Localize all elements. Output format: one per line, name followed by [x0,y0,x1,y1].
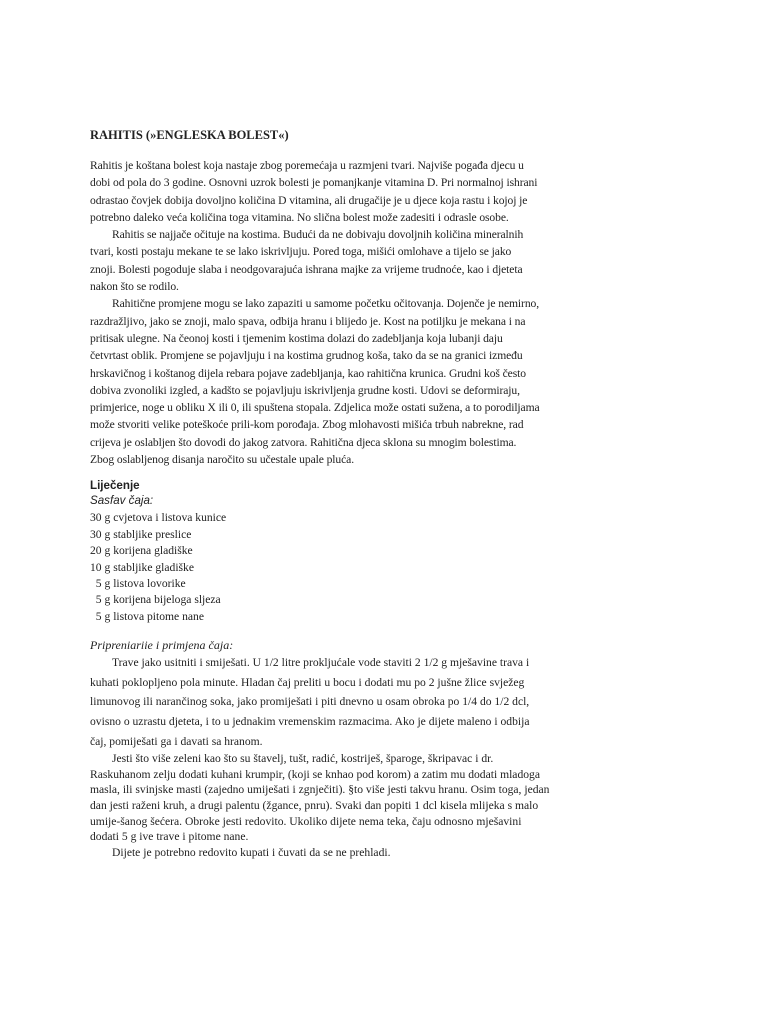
text-line: razdražljivo, jako se znoji, malo spava, odbija hranu i blijedo je. Kost na potiljku je mekana i na [90,314,526,328]
ingredient-item: 30 g stabljike preslice [90,527,192,541]
intro-paragraph [90,157,590,226]
ingredient-list [90,510,590,625]
text-line: Dijete je potrebno redovito kupati i čuvati da se ne prehladi. [112,845,391,859]
ingredient-item: 5 g listova pitome nane [90,609,204,623]
treatment-heading: Liječenje [90,479,140,493]
diet-paragraph [90,751,590,860]
text-line: masla, ili svinjske masti (zajedno umiješati i zgnječiti). §to više jesti takvu hranu. Osim toga, jedan [90,783,550,797]
text-line: Zbog oslabljenog disanja naročito su učestale upale pluća. [90,453,354,467]
preparation-heading: Pripreniariie i primjena čaja: [90,638,234,653]
text-line: čaj, pomiješati ga i davati sa hranom. [90,734,263,748]
text-line: primjerice, noge u obliku X ili 0, ili spuštena stopala. Zdjelica može ostati sužena, a to porodiljama [90,401,540,415]
text-line: Rahitis je koštana bolest koja nastaje zbog poremećaja u razmjeni tvari. Najviše pogađa djecu u [90,159,524,172]
text-line: odrastao čovjek dobija dovoljno količina D vitamina, ali drugačije je u djece koja rastu i kojoj je [90,193,528,207]
text-line: može stvoriti velike poteškoće prili-kom porođaja. Zbog mlohavosti mišića trbuh nabrekne, rad [90,418,524,432]
ingredient-item: 30 g cvjetova i listova kunice [90,511,227,525]
text-line: hrskavičnog i koštanog dijela rebara pojave zadebljanja, kao rahitična krunica. Grudni koš često [90,366,526,380]
ingredient-item: 20 g korijena gladiške [90,544,193,558]
text-line: kuhati poklopljeno pola minute. Hladan čaj preliti u bocu i dodati mu po 2 jušne žlice svježeg [90,675,525,689]
text-line: potrebno daleko veća količina toga vitamina. No slična bolest može zadesiti i odrasle osobe. [90,210,509,224]
text-line: dodati 5 g ive trave i pitome nane. [90,830,249,844]
text-line: limunovog ili narančinog soka, jako promiješati i piti dnevno u osam obroka po 1/4 do 1/2 dcl, [90,695,530,709]
text-line: nakon što se rodilo. [90,280,179,294]
text-line: Raskuhanom zelju dodati kuhani krumpir, (koji se knhao pod korom) a zatim mu dodati mladoga [90,767,540,781]
text-line: pritisak ulegne. Na čeonoj kosti i tjemenim kostima dolazi do zadebljanja koja lubanji daju [90,331,503,345]
ingredient-item: 5 g listova lovorike [90,576,186,590]
document-page [90,127,590,860]
text-line: četvrtast oblik. Promjene se pojavljuju i na kostima grudnog koša, tako da se na granici između [90,349,523,363]
symptoms-paragraph [90,295,590,468]
document-title: RAHITIS (»ENGLESKA BOLEST«) [90,128,289,142]
text-line: Jesti što više zeleni kao što su štavelj, tušt, radić, kostriješ, šparoge, škripavac i dr. [112,752,494,766]
text-line: tvari, kosti postaju mekane te se lako iskrivljuju. Pored toga, mišići omlohave a tijelo se jako [90,245,512,259]
preparation-paragraph [90,653,590,751]
text-line: crijeva je oslabljen što dovodi do jakog zatvora. Rahitična djeca sklona su mnogim bolestima. [90,435,517,449]
text-line: znoji. Bolesti pogoduje slaba i neodgovarajuća ishrana majke za vrijeme trudnoće, kao i djeteta [90,262,523,276]
text-line: dobiva zvonoliki izgled, a kadšto se pojavljuju iskrivljenja grudne kosti. Udovi se deformiraju, [90,383,520,397]
tea-composition-label: Sasfav čaja: [90,494,154,508]
bones-paragraph [90,226,590,295]
text-line: umije-šanog šećera. Obroke jesti redovito. Ukoliko dijete nema teka, čaju odnosno mješavini [90,814,522,828]
text-line: Trave jako usitniti i smiješati. U 1/2 litre prokljućale vode staviti 2 1/2 g mješavine trava i [112,656,530,670]
text-line: dan jesti raženi kruh, a drugi palentu (žgance, pnru). Svaki dan popiti 1 dcl kisela mlijeka s malo [90,798,539,812]
ingredient-item: 5 g korijena bijeloga sljeza [90,593,221,607]
ingredient-item: 10 g stabljike gladiške [90,560,195,574]
text-line: Rahitis se najjače očituje na kostima. Budući da ne dobivaju dovoljnih količina mineralnih [112,228,524,242]
text-line: Rahitične promjene mogu se lako zapaziti u samome početku očitovanja. Dojenče je nemirno, [112,297,540,311]
text-line: ovisno o uzrastu djeteta, i to u jednakim vremenskim razmacima. Ako je dijete maleno i odbija [90,714,530,728]
text-line: dobi od pola do 3 godine. Osnovni uzrok bolesti je pomanjkanje vitamina D. Pri normalnoj ishrani [90,176,538,190]
